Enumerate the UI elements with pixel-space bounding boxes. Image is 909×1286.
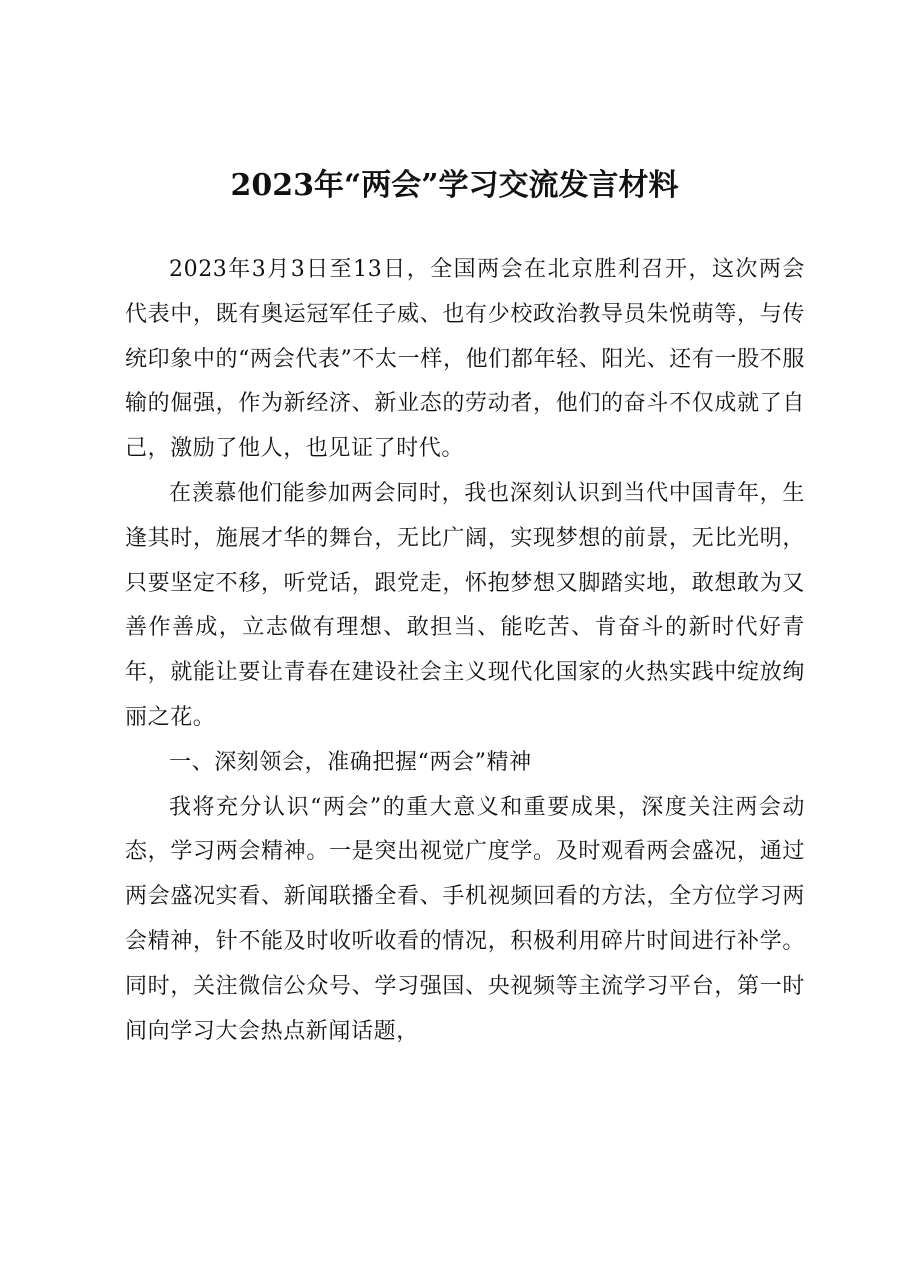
section-heading-1: 一、深刻领会，准确把握“两会”精神 xyxy=(169,749,532,775)
document-body xyxy=(125,248,805,1054)
paragraph-study: 我将充分认识“两会”的重大意义和重要成果，深度关注两会动态，学习两会精神。一是突出视觉广度学。及时观看两会盛况，通过两会盛况实看、新闻联播全看、手机视频回看的方法，全方位学习两会精神，针不能及时收听收看的情况，积极利用碎片时间进行补学。同时，关注微信公众号、学习强国、央视频等主流学习平台，第一时间向学习大会热点新闻话题， xyxy=(125,794,805,1044)
document-title: 2023年“两会”学习交流发言材料 xyxy=(230,168,679,203)
paragraph-youth: 在羡慕他们能参加两会同时，我也深刻认识到当代中国青年，生逢其时，施展才华的舞台，无比广阔，实现梦想的前景，无比光明，只要坚定不移，听党话，跟党走，怀抱梦想又脚踏实地，敢想敢为又善作善成，立志做有理想、敢担当、能吃苦、肯奋斗的新时代好青年，就能让要让青春在建设社会主义现代化国家的火热实践中绽放绚丽之花。 xyxy=(125,480,805,730)
paragraph-intro: 2023年3月3日至13日，全国两会在北京胜利召开，这次两会代表中，既有奥运冠军任子威、也有少校政治教导员朱悦萌等，与传统印象中的“两会代表”不太一样，他们都年轻、阳光、还有一股不服输的倔强，作为新经济、新业态的劳动者，他们的奋斗不仅成就了自己，激励了他人，也见证了时代。 xyxy=(125,257,805,462)
